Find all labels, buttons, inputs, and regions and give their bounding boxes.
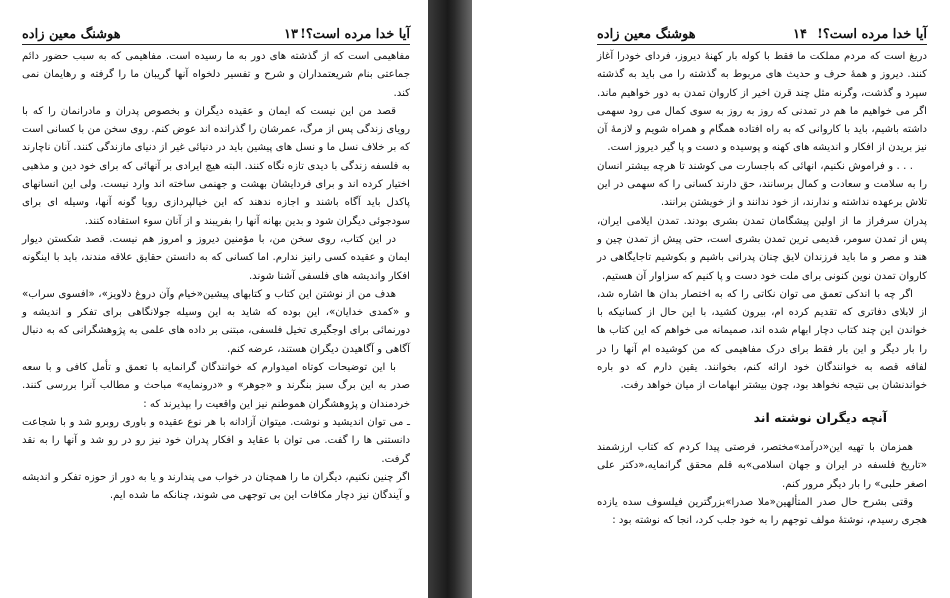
right-header-page-number: ۱۴ xyxy=(793,27,807,42)
paragraph: دریغ است که مردم مملکت ما فقط با کوله بار کهنهٔ دیروز، فردای خودرا آغاز کنند. دیروز و همهٔ حرف و حدیث های مربوط به گذشته را می باید به گذشته سپرد و گذشت، وگرنه مثل چند قرن اخیر از کاروان تمدن به دور خواهیم ماند. اگر می خواهیم ما هم در تمدنی که روز به روز به سوی کمال می رود سهمی داشته باشیم، باید با کاروانی که به راه افتاده همگام و همراه شویم و لازمهٔ آن نیز بریدن از افکار و اندیشه های کهنه و پوسیده و دست و پا گیر دیروز است. xyxy=(597,51,927,154)
paragraph: پدران سرفراز ما از اولین پیشگامان تمدن بشری بودند. تمدن ایلامی ایران، پس از تمدن سومر، قدیمی ترین تمدن بشری است، حتی پیش از تمدن چین و هند و مصر و ما باید فرزندان لایق چنان پدرانی باشیم و بکوشیم تاجایگاهی در کاروان تمدن نوین کنونی برای ملت خود دست و پا کنیم که سزاوار آن هستیم. xyxy=(597,215,927,282)
paragraph: در این کتاب، روی سخن من، با مؤمنین دیروز و امروز هم نیست. قصد شکستن دیوار ایمان و عقیده کسی رانیز ندارم. اما کسانی که به دانستن حقایق علاقه مندند، باید با اینگونه افکار واندیشه های فلسفی آشنا شوند. xyxy=(22,233,410,282)
left-header-page-number: ۱۳ xyxy=(284,27,298,42)
paragraph: قصد من این نیست که ایمان و عقیده دیگران و بخصوص پدران و مادرانمان را که با رویای زندگی پس از مرگ، عمرشان را گذرانده اند عوض کنم. روی سخن من با کسانی است که بر خلاف نسل ما و نسل های پیشین باید در دنیائی غیر از دنیای مازندگی کنند. آنان ناچارند به فلسفه زندگی با دیدی تازه نگاه کنند. البته هیچ ایرادی بر آنهائی که برای خود دین و مذهبی اختیار کرده اند و برای فردایشان بهشت و جهنمی ساخته اند وارد نیست. ولی این انسانهای پاکدل باید آگاه باشند و اجازه ندهند که این خیالپردازی رویا گونه آنها، وسیله ای برای سودجوئی دیگران شود و بدین بهانه آنها را بفریبند و از آنان سوء استفاده کنند. xyxy=(22,105,410,227)
right-header-title: آیا خدا مرده است؟! xyxy=(817,27,927,42)
right-header-author: هوشنگ معین زاده xyxy=(597,27,696,42)
paragraph: . . . و فراموش نکنیم، انهائی که باجسارت می کوشند تا هرچه بیشتر انسان را به سلامت و سعادت و کمال برسانند، حق دارند کسانی را که سهمی در این تلاش برعهده نداشته و ندارند، از خود ندانند و از خویشتن برانند. xyxy=(597,160,927,209)
paragraph: همزمان با تهیه این«درآمد»مختصر، فرصتی پیدا کردم که کتاب ارزشمند «تاریخ فلسفه در ایران و جهان اسلامی»به قلم محقق گرانمایه،«دکتر علی اصغر حلبی» را بار دیگر مرور کنم. xyxy=(597,441,927,490)
left-page-header xyxy=(22,26,410,45)
left-page xyxy=(0,0,428,598)
left-header-title: آیا خدا مرده است؟! xyxy=(300,27,410,42)
paragraph: اگر چنین نکنیم، دیگران ما را همچنان در خواب می پندارند و یا به دور از حوزه تفکر و اندیشه و آیندگان نیز دچار مکافات این بی توجهی می شوند، چنانکه ما شده ایم. xyxy=(22,471,410,502)
paragraph: هدف من از نوشتن این کتاب و کتابهای پیشین«خیام وآن دروغ دلاویز»، «افسوی سراب» و «کمدی خدایان»، این بوده که شاید به این وسیله جولانگاهی برای تفکر و اندیشه و دورنمائی برای اوجگیری تخیل فلسفی، مبتنی بر داده های علمی به پژوهشگرانی که به دنبال آگاهی و آگاهیدن دیگران هستند، عرضه کنم. xyxy=(22,288,410,355)
paragraph: اگر چه با اندکی تعمق می توان نکاتی را که به اختصار بدان ها اشاره شد، از لابلای دفاتری که تقدیم کرده ام، بیرون کشید، با این حال از کسانیکه با خواندن این چند کتاب دچار ابهام شده اند، صمیمانه می خواهم که این کتاب ها را بار دیگر و این بار فقط برای درک مفاهیمی که من کوشیده ام آنها را در لفافه قصه به خوانندگان خود ارائه کنم، بخوانند. یقین دارم که دو باره خواندنشان بی نتیجه نخواهد بود، چون بیشتر ابهامات از میان خواهد رفت. xyxy=(597,288,927,392)
right-page xyxy=(472,0,950,598)
paragraph: ـ می توان اندیشید و نوشت. میتوان آزادانه با هر نوع عقیده و باوری روبرو شد و با شجاعت دانستنی ها را گفت. می توان با عقاید و افکار پدران خود نیز رو در رو شد و آنها را به نقد گرفت. xyxy=(22,416,410,465)
book-spine-gutter xyxy=(428,0,472,598)
paragraph: وقتی بشرح حال صدر المتألهین«ملا صدرا»بزرگترین فیلسوف سده یازده هجری رسیدم، نوشتهٔ مولف توجهم را به خود جلب کرد، انجا که نوشته بود : xyxy=(597,496,927,527)
left-page-body xyxy=(22,48,410,505)
right-page-header xyxy=(597,26,927,45)
paragraph: با این توضیحات کوتاه امیدوارم که خوانندگان گرانمایه با تعمق و تأمل کافی و با سعه صدر به این برگ سبز بنگرند و «جوهر» و «درونمایه» مباحث و مطالب آنرا بررسی کنند. خردمندان و پژوهشگران هموطنم نیز این واقعیت را بپذیرند که : xyxy=(22,362,410,410)
paragraph: مفاهیمی است که از گذشته های دور به ما رسیده است. مفاهیمی که به سبب حضور دائم جماعتی بنام شریعتمداران و شرح و تفسیر دلخواه آنها گریبان ما را گرفته و رهایمان نمی کند. xyxy=(22,51,410,99)
right-page-body xyxy=(597,48,927,530)
section-heading: آنچه دیگران نوشته اند xyxy=(753,409,887,425)
left-header-author: هوشنگ معین زاده xyxy=(22,27,121,42)
